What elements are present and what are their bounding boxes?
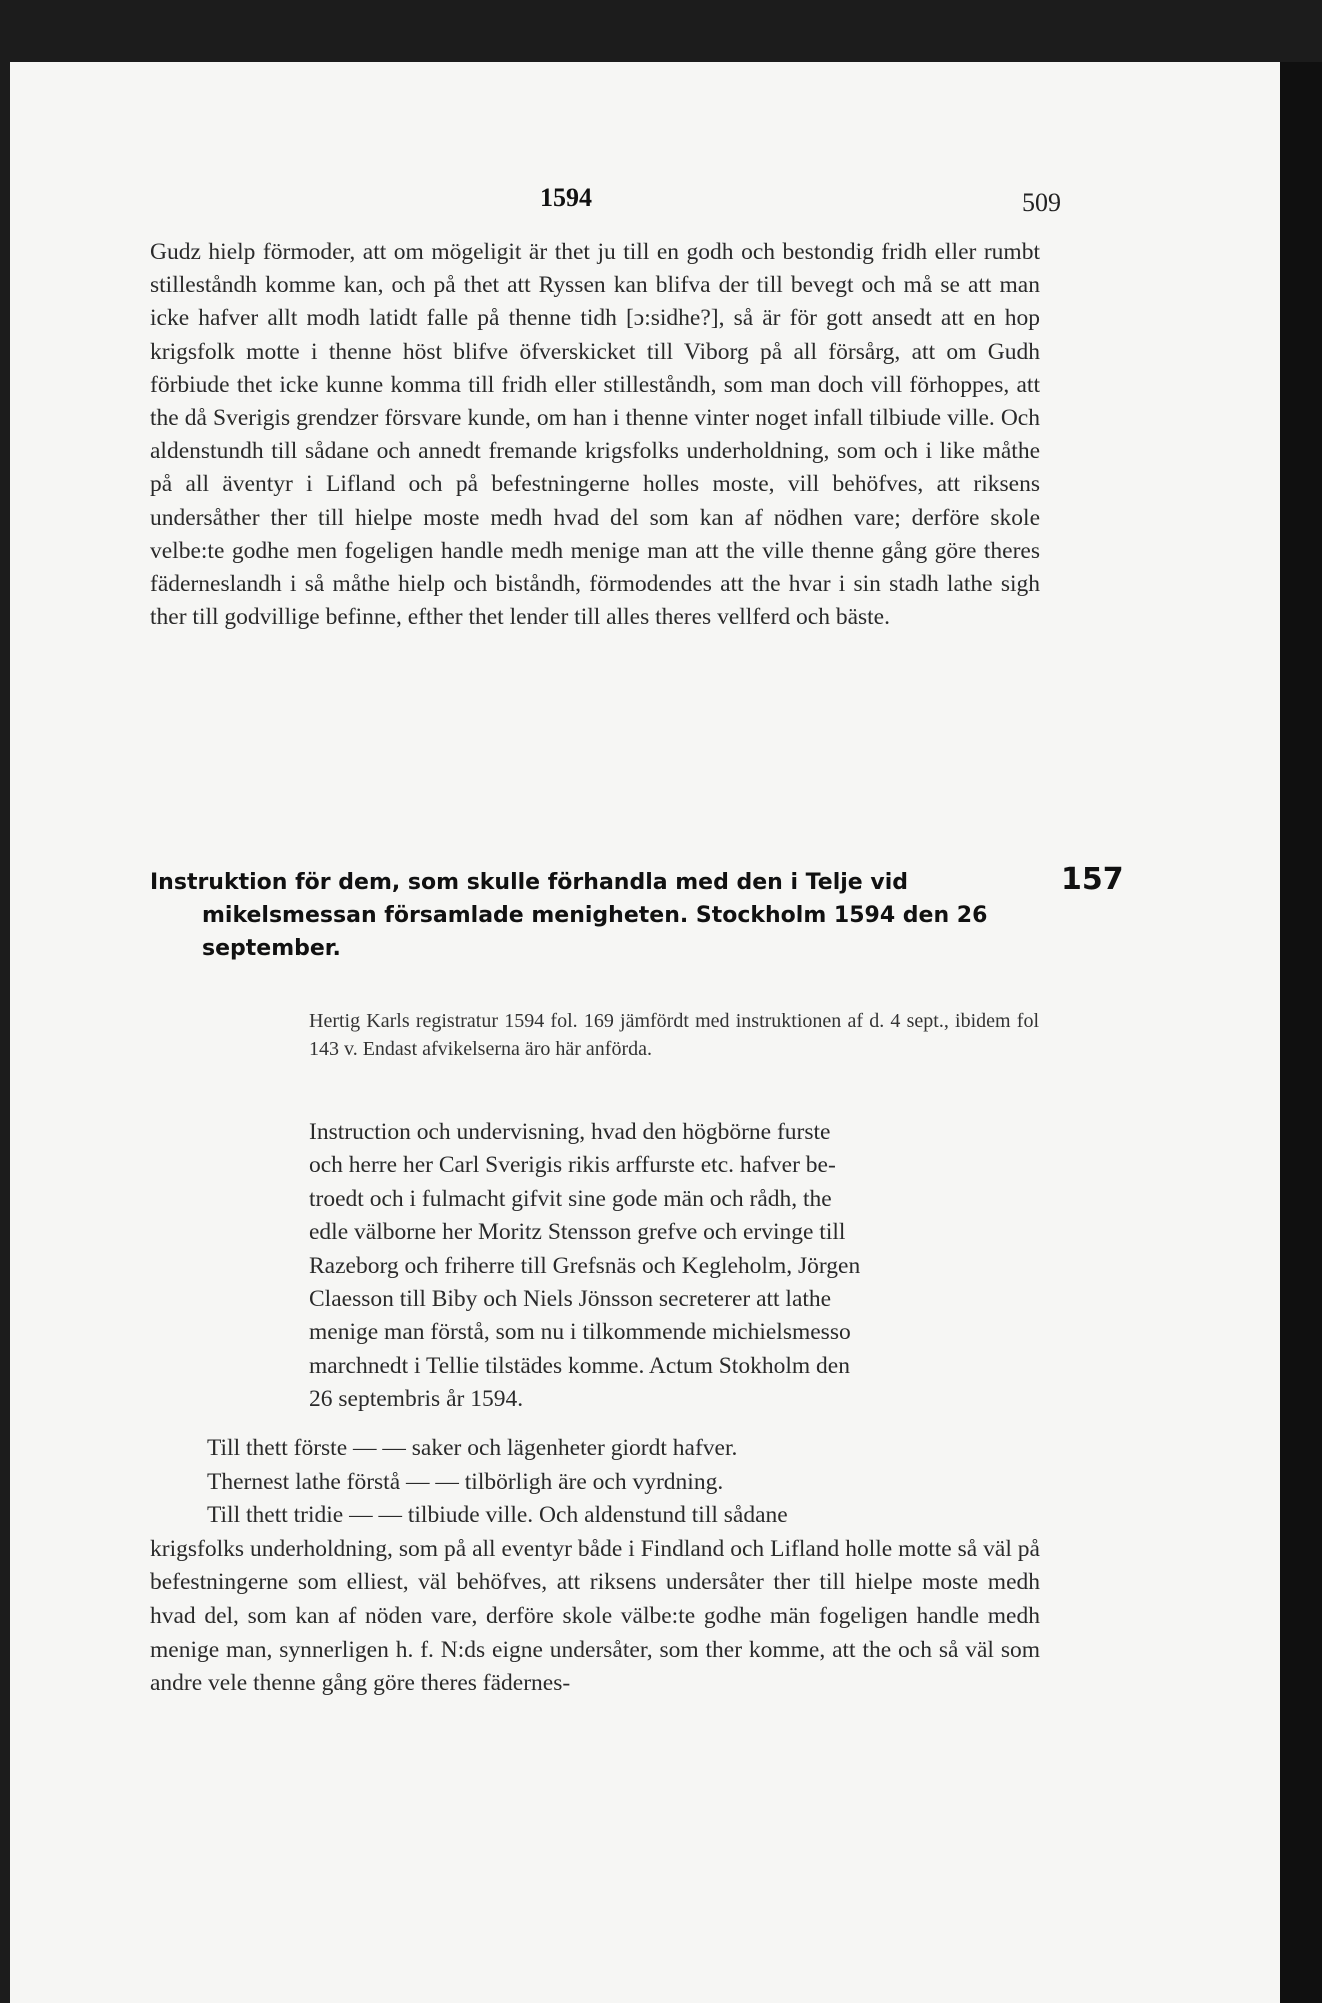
source-note: Hertig Karls registratur 1594 fol. 169 jämfördt med instruktionen af d. 4 sept., ibidem fol 143 v. Endast afvikelserna äro här anförda. xyxy=(309,1010,1039,1060)
preamble-line: edle välborne her Moritz Stensson grefve och ervinge till xyxy=(309,1219,846,1246)
document-number: 157 xyxy=(1061,862,1124,897)
running-head-year: 1594 xyxy=(540,183,592,212)
heading-continuation: mikelsmessan församlade menigheten. Stockholm 1594 den 26 september. xyxy=(202,903,988,961)
item-line: Thernest lathe förstå — — tilbörligh äre och vyrdning. xyxy=(207,1468,724,1495)
instruction-items xyxy=(150,1432,1040,1701)
instruction-preamble xyxy=(309,1116,1039,1417)
preamble-line: menige man förstå, som nu i tilkommende michielsmesso xyxy=(309,1319,851,1346)
closing-paragraph: krigsfolks underholdning, som på all eventyr både i Findland och Lifland holle motte så väl på befestningerne som elliest, väl behöfves, att riksens undersåter ther till hielpe moste medh hvad del, som kan af nöden vare, derföre skole välbe:te godhe män fogeligen handle medh menige man, synnerligen h. f. N:ds eigne undersåter, som ther komme, att the och så väl som andre vele thenne gång göre theres fädernes- xyxy=(150,1535,1040,1697)
preamble-line: Claesson till Biby och Niels Jönsson secreterer att lathe xyxy=(309,1286,832,1313)
preamble-line: troedt och i fulmacht gifvit sine gode män och rådh, the xyxy=(309,1185,832,1212)
preamble-line: marchnedt i Tellie tilstädes komme. Actum Stokholm den xyxy=(309,1352,850,1379)
page-number: 509 xyxy=(1022,188,1061,217)
preamble-line: Razeborg och friherre till Grefsnäs och Kegleholm, Jörgen xyxy=(309,1252,861,1279)
preamble-line: 26 septembris år 1594. xyxy=(309,1386,524,1413)
item-line: Till thett förste — — saker och lägenheter giordt hafver. xyxy=(207,1435,738,1461)
intro-paragraph: Gudz hielp förmoder, att om mögeligit är thet ju till en godh och bestondig fridh eller rumbt stilleståndh komme kan, och på thet att Ryssen kan blifva der till bevegt och må se att man icke hafver allt modh latidt falle på thenne tidh [ɔ:sidhe?], så är för gott ansedt att en hop krigsfolk motte i thenne höst blifve öfverskicket till Viborg på all försårg, att om Gudh förbiude thet icke kunne komma till fridh eller stilleståndh, som man doch vill förhoppes, att the då Sverigis grendzer försvare kunde, om han i thenne vinter noget infall tilbiude ville. Och aldenstundh till sådane och annedt fremande krigsfolks underholdning, som och i like måthe på all äventyr i Lifland och på befestningerne holles moste, vill behöfves, att riksens undersåther ther till hielpe moste medh hvad del som kan af nödhen vare; derföre skole velbe:te godhe men fogeligen handle medh menige man att the ville thenne gång göre theres fäderneslandh i så måthe hielp och biståndh, förmodendes att the hvar i sin stadh lathe sigh ther till godvillige befinne, efther thet lender till alles theres vellferd och bäste. xyxy=(150,239,1040,631)
preamble-line: Instruction och undervisning, hvad den högbörne furste xyxy=(309,1119,831,1145)
scan-edge xyxy=(1280,62,1322,2003)
preamble-line: och herre her Carl Sverigis rikis arffurste etc. hafver be- xyxy=(309,1152,836,1179)
heading-first-line: Instruktion för dem, som skulle förhandla med den i Telje vid xyxy=(150,870,908,895)
document-heading xyxy=(150,866,1040,965)
item-line: Till thett tridie — — tilbiude ville. Och aldenstund till sådane xyxy=(207,1502,788,1529)
